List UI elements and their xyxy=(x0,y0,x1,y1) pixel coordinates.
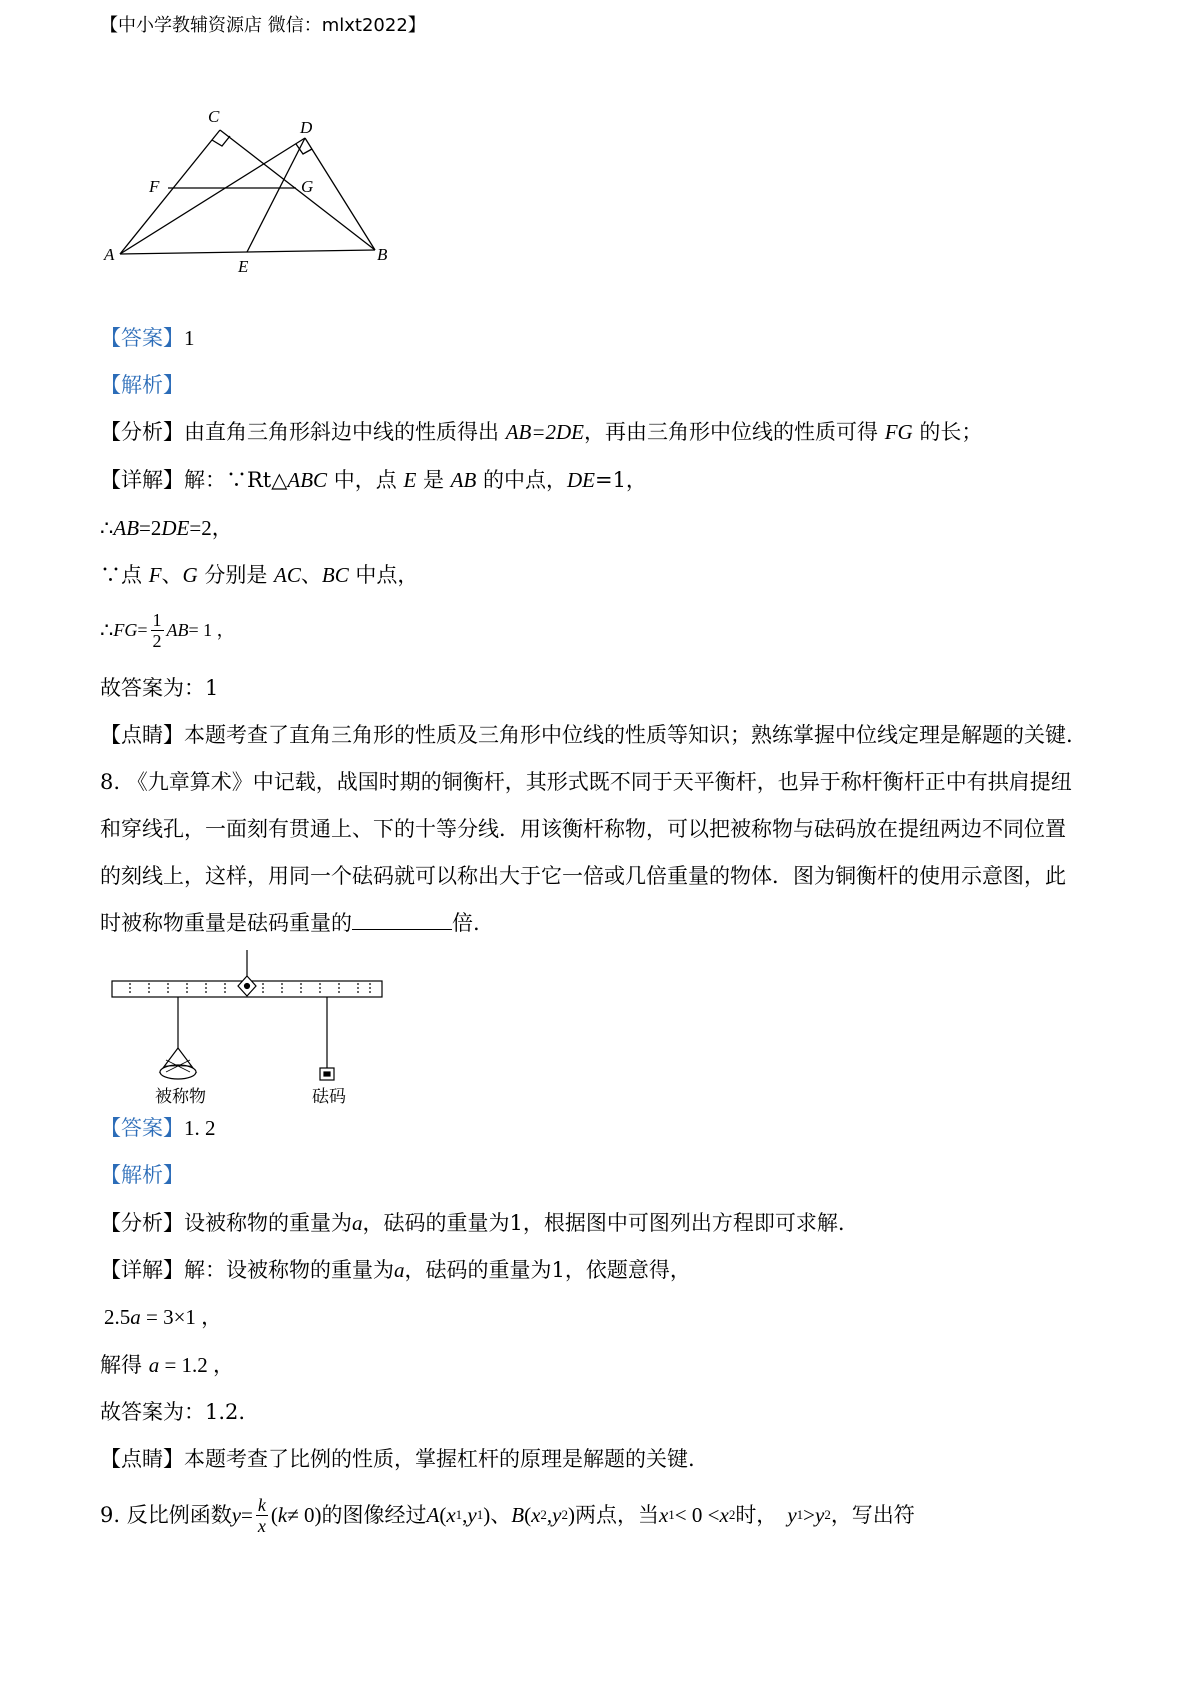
label-F: F xyxy=(149,177,160,196)
denominator: x xyxy=(257,1515,266,1536)
dianjing-tag: 【点睛】 xyxy=(100,723,184,747)
q7-dianjing xyxy=(100,721,1073,749)
math: x xyxy=(446,1503,456,1527)
text: 中，点 xyxy=(327,468,404,492)
label-B: B xyxy=(377,245,388,264)
q7-final: 故答案为：1 xyxy=(100,676,219,700)
label-weight: 砝码 xyxy=(312,1087,346,1107)
q7-analysis-tag: 【解析】 xyxy=(100,373,184,397)
text: 解得 xyxy=(100,1353,149,1377)
math: 1 xyxy=(455,1507,463,1522)
label-object: 被称物 xyxy=(155,1087,206,1107)
q7-xiangjie xyxy=(100,466,647,494)
q7-step-2 xyxy=(100,514,233,542)
math: = xyxy=(137,620,148,640)
math: = 1 ， xyxy=(188,620,235,640)
math: x xyxy=(719,1503,729,1527)
denominator: 2 xyxy=(152,630,162,651)
balance-figure xyxy=(100,948,390,1098)
math: a xyxy=(352,1211,363,1235)
math: AB xyxy=(166,620,189,640)
text: 、 xyxy=(300,563,322,587)
text: 解：设被称物的重量为 xyxy=(184,1258,394,1282)
math: k xyxy=(277,1503,288,1527)
text: =1， xyxy=(594,468,647,492)
math: 1 xyxy=(796,1507,804,1522)
text: ∴ xyxy=(100,516,114,540)
math: , xyxy=(462,1503,468,1527)
text: 的中点， xyxy=(476,468,567,492)
text: 时被称物重量是砝码重量的 xyxy=(100,911,352,935)
q8-analysis-tag: 【解析】 xyxy=(100,1163,184,1187)
text: ，砝码的重量为1，依题意得， xyxy=(404,1258,691,1282)
text: 时， xyxy=(735,1503,778,1527)
fenxi-tag: 【分析】 xyxy=(100,1211,184,1235)
math: BC xyxy=(321,563,349,587)
math: = 1.2 ， xyxy=(159,1353,235,1377)
label-D: D xyxy=(300,118,313,137)
q8-line-2: 和穿线孔，一面刻有贯通上、下的十等分线．用该衡杆称物，可以把被称物与砝码放在提纽两边不同位置 xyxy=(100,817,1066,841)
text: 、 xyxy=(490,1503,512,1527)
text: 中点， xyxy=(348,563,419,587)
math: ABC xyxy=(287,468,328,492)
answer-tag: 【答案】 xyxy=(100,326,184,350)
math: x xyxy=(531,1503,541,1527)
xiangjie-tag: 【详解】 xyxy=(100,1258,184,1282)
text: 、 xyxy=(161,563,183,587)
math: =2 xyxy=(139,516,162,540)
numerator: 1 xyxy=(152,609,162,630)
text: 两点，当 xyxy=(574,1503,659,1527)
math: 2 xyxy=(824,1507,831,1522)
math: > xyxy=(803,1503,815,1527)
text: ∴ xyxy=(100,618,114,642)
math: a xyxy=(148,1353,160,1377)
q8-line-4 xyxy=(100,909,480,937)
triangle-figure xyxy=(100,100,400,280)
q8-answer xyxy=(100,1114,216,1142)
math: 2 xyxy=(540,1507,547,1522)
text: 解：∵Rt△ xyxy=(184,468,288,492)
text: ，再由三角形中位线的性质可得 xyxy=(584,420,885,444)
math: B xyxy=(511,1503,525,1527)
math: 2.5 xyxy=(104,1305,131,1329)
q8-equation-2 xyxy=(100,1351,234,1379)
text: ∵点 xyxy=(100,563,149,587)
math: G xyxy=(182,563,198,587)
xiangjie-tag: 【详解】 xyxy=(100,468,184,492)
q8-xiangjie xyxy=(100,1256,691,1284)
math: ) xyxy=(483,1503,491,1527)
math: , xyxy=(546,1503,553,1527)
text: 是 xyxy=(416,468,451,492)
answer-value: 1. 2 xyxy=(184,1116,216,1140)
math: ( xyxy=(439,1503,447,1527)
math: = xyxy=(241,1503,253,1527)
q8-dianjing xyxy=(100,1445,695,1473)
math: FG xyxy=(113,620,138,640)
math: AB xyxy=(113,516,140,540)
math: x xyxy=(658,1503,669,1527)
q8-line-1: 8. 《九章算术》中记载，战国时期的铜衡杆，其形式既不同于天平衡杆，也异于称杆衡杆正中有拱肩提纽 xyxy=(100,770,1072,794)
text: 本题考查了直角三角形的性质及三角形中位线的性质等知识；熟练掌握中位线定理是解题的关键. xyxy=(184,723,1073,747)
math: 2 xyxy=(561,1507,568,1522)
math: a xyxy=(394,1258,405,1282)
label-G: G xyxy=(301,177,314,196)
label-E: E xyxy=(238,257,249,276)
math: 2 xyxy=(728,1507,736,1522)
segment-AC xyxy=(120,130,220,254)
math: 1 xyxy=(476,1507,484,1522)
text: 本题考查了比例的性质，掌握杠杆的原理是解题的关键. xyxy=(184,1447,695,1471)
text: 的长； xyxy=(912,420,983,444)
q7-fenxi xyxy=(100,418,982,446)
math: AC xyxy=(274,563,301,587)
q8-fenxi xyxy=(100,1209,845,1237)
math: y xyxy=(814,1503,825,1527)
header-watermark: 【中小学教辅资源店 微信：mlxt2022】 xyxy=(100,15,426,36)
text: 的图像经过 xyxy=(321,1503,427,1527)
fraction-k-over-x xyxy=(256,1495,268,1536)
math: E xyxy=(403,468,417,492)
segment-DB xyxy=(305,138,375,250)
q7-step-3 xyxy=(100,561,418,589)
segment-AD xyxy=(120,138,305,254)
numerator: k xyxy=(257,1494,266,1515)
math: < 0 < xyxy=(674,1503,720,1527)
text: ，写出符 xyxy=(830,1503,915,1527)
math: DE xyxy=(566,468,595,492)
text: 倍. xyxy=(452,911,480,935)
math: y xyxy=(787,1503,797,1527)
text: ，砝码的重量为1，根据图中可图列出方程即可求解. xyxy=(362,1211,845,1235)
q7-answer xyxy=(100,324,195,352)
math: ≠ 0) xyxy=(287,1503,322,1527)
q8-line-3: 的刻线上，这样，用同一个砝码就可以称出大于它一倍或几倍重量的物体．图为铜衡杆的使用示意图，此 xyxy=(100,864,1066,888)
math: A xyxy=(426,1503,440,1527)
answer-value: 1 xyxy=(184,326,195,350)
math: AB=2DE xyxy=(505,420,585,444)
text: 9. 反比例函数 xyxy=(100,1503,232,1527)
q8-final: 故答案为：1.2. xyxy=(100,1400,246,1424)
answer-tag: 【答案】 xyxy=(100,1116,184,1140)
math: ( xyxy=(524,1503,532,1527)
fenxi-tag: 【分析】 xyxy=(100,420,184,444)
dianjing-tag: 【点睛】 xyxy=(100,1447,184,1471)
text: 设被称物的重量为 xyxy=(184,1211,352,1235)
math: AB xyxy=(450,468,477,492)
q8-equation-1 xyxy=(104,1303,222,1331)
math: ( xyxy=(270,1503,278,1527)
text: 分别是 xyxy=(197,563,275,587)
label-C: C xyxy=(208,107,220,126)
q7-step-4 xyxy=(100,606,235,654)
label-A: A xyxy=(104,245,115,264)
math: y xyxy=(231,1503,242,1527)
math: ) xyxy=(567,1503,575,1527)
math: DE xyxy=(161,516,190,540)
math: y xyxy=(552,1503,562,1527)
math: =2， xyxy=(189,516,233,540)
math: F xyxy=(148,563,162,587)
math: = 3×1 ， xyxy=(140,1305,223,1329)
q9-line-1 xyxy=(100,1490,915,1540)
segment-DE xyxy=(247,138,305,252)
math: FG xyxy=(884,420,913,444)
math: a xyxy=(130,1305,141,1329)
fraction-one-half xyxy=(151,610,164,651)
answer-blank xyxy=(352,909,452,930)
math: y xyxy=(467,1503,477,1527)
segment-CB xyxy=(220,130,375,250)
text: 由直角三角形斜边中线的性质得出 xyxy=(184,420,506,444)
math: 1 xyxy=(668,1507,675,1522)
